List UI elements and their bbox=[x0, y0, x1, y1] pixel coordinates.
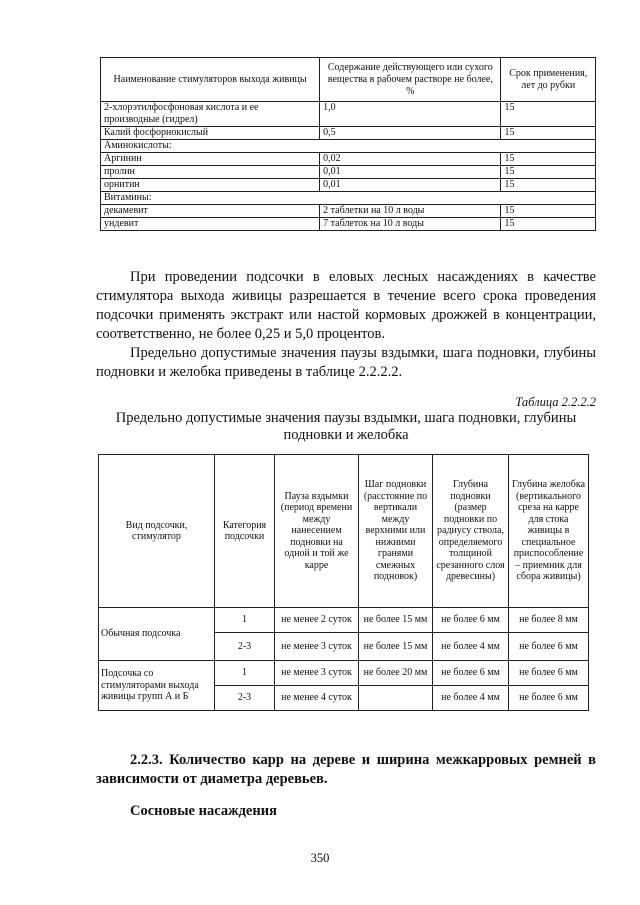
pause: не менее 3 суток bbox=[275, 633, 359, 661]
tapping-type: Подсочка со стимуляторами выхода живицы групп А и Б bbox=[99, 661, 215, 711]
column-header: Вид подсочки, стимулятор bbox=[99, 455, 215, 608]
stimulators-table bbox=[100, 57, 596, 231]
stimulator-content: 0,5 bbox=[320, 127, 501, 140]
stimulator-name: декамевит bbox=[101, 205, 320, 218]
groove: не более 6 мм bbox=[509, 661, 589, 686]
subheading: Сосновые насаждения bbox=[130, 803, 277, 819]
stimulator-name: пролин bbox=[101, 166, 320, 179]
stimulator-term: 15 bbox=[501, 127, 596, 140]
step bbox=[359, 686, 433, 711]
stimulator-name: 2-хлорэтилфосфоновая кислота и ее производные (гидрел) bbox=[101, 102, 320, 127]
stimulator-term: 15 bbox=[501, 102, 596, 127]
pause: не менее 4 суток bbox=[275, 686, 359, 711]
stimulator-name: Калий фосфорнокислый bbox=[101, 127, 320, 140]
stimulator-term: 15 bbox=[501, 166, 596, 179]
stimulator-name: Аргинин bbox=[101, 153, 320, 166]
category: 1 bbox=[215, 661, 275, 686]
stimulator-term: 15 bbox=[501, 179, 596, 192]
paragraph: При проведении подсочки в еловых лесных насаждениях в качестве стимулятора выхода живицы разрешается в течение всего срока проведения подсочки применять экстракт или настой кормовых дрожжей в концентрации, соответственно, не более 0,25 и 5,0 процентов. bbox=[96, 269, 596, 342]
table-row bbox=[101, 127, 596, 140]
table-row bbox=[99, 661, 589, 686]
depth: не более 4 мм bbox=[433, 633, 509, 661]
step: не более 20 мм bbox=[359, 661, 433, 686]
step: не более 15 мм bbox=[359, 633, 433, 661]
stimulator-content: 0,02 bbox=[320, 153, 501, 166]
category: 2-3 bbox=[215, 633, 275, 661]
table-row bbox=[101, 153, 596, 166]
stimulator-name: ундевит bbox=[101, 218, 320, 231]
table-row bbox=[101, 179, 596, 192]
table-row bbox=[101, 166, 596, 179]
groove: не более 6 мм bbox=[509, 633, 589, 661]
paragraph: Предельно допустимые значения паузы вздымки, шага подновки, глубины подновки и желобка приведены в таблице 2.2.2.2. bbox=[96, 345, 596, 380]
category: 2-3 bbox=[215, 686, 275, 711]
page-number: 350 bbox=[310, 851, 330, 865]
column-header: Срок применения, лет до рубки bbox=[501, 58, 596, 102]
stimulator-name: орнитин bbox=[101, 179, 320, 192]
groove: не более 8 мм bbox=[509, 608, 589, 633]
stimulator-term: 15 bbox=[501, 153, 596, 166]
column-header: Пауза вздымки (период времени между нанесением подновки на одной и той же карре bbox=[275, 455, 359, 608]
table-group-row bbox=[101, 140, 596, 153]
category: 1 bbox=[215, 608, 275, 633]
tapping-type: Обычная подсочка bbox=[99, 608, 215, 661]
table-row bbox=[99, 608, 589, 633]
pause: не менее 2 суток bbox=[275, 608, 359, 633]
table-row bbox=[101, 205, 596, 218]
depth: не более 6 мм bbox=[433, 661, 509, 686]
table-row bbox=[101, 218, 596, 231]
column-header: Глубина желобка (вертикального среза на карре для стока живицы в специальное приспособление – приемник для сбора живицы) bbox=[509, 455, 589, 608]
table-caption: Таблица 2.2.2.2 bbox=[515, 395, 596, 409]
column-header: Шаг подновки (расстояние по вертикали между верхними или нижними гранями смежных подновок) bbox=[359, 455, 433, 608]
section-heading: 2.2.3. Количество карр на дереве и ширина межкарровых ремней в зависимости от диаметра деревьев. bbox=[96, 752, 596, 787]
stimulator-content: 0,01 bbox=[320, 166, 501, 179]
groove: не более 6 мм bbox=[509, 686, 589, 711]
column-header: Глубина подновки (размер подновки по радиусу ствола, определяемого толщиной срезанного слоя древесины) bbox=[433, 455, 509, 608]
column-header: Содержание действующего или сухого вещества в рабочем растворе не более, % bbox=[320, 58, 501, 102]
depth: не более 6 мм bbox=[433, 608, 509, 633]
table-group-row bbox=[101, 192, 596, 205]
pause: не менее 3 суток bbox=[275, 661, 359, 686]
limits-table bbox=[98, 454, 589, 711]
stimulator-term: 15 bbox=[501, 205, 596, 218]
table-header-row bbox=[101, 58, 596, 102]
step: не более 15 мм bbox=[359, 608, 433, 633]
column-header: Категория подсочки bbox=[215, 455, 275, 608]
column-header: Наименование стимуляторов выхода живицы bbox=[101, 58, 320, 102]
stimulator-content: 7 таблеток на 10 л воды bbox=[320, 218, 501, 231]
stimulator-content: 1,0 bbox=[320, 102, 501, 127]
group-label: Аминокислоты: bbox=[101, 140, 596, 153]
stimulator-content: 2 таблетки на 10 л воды bbox=[320, 205, 501, 218]
stimulator-content: 0,01 bbox=[320, 179, 501, 192]
table-title: Предельно допустимые значения паузы вздымки, шага подновки, глубины подновки и желобка bbox=[115, 410, 577, 443]
table-header-row bbox=[99, 455, 589, 608]
table-row bbox=[101, 102, 596, 127]
group-label: Витамины: bbox=[101, 192, 596, 205]
stimulator-term: 15 bbox=[501, 218, 596, 231]
depth: не более 4 мм bbox=[433, 686, 509, 711]
